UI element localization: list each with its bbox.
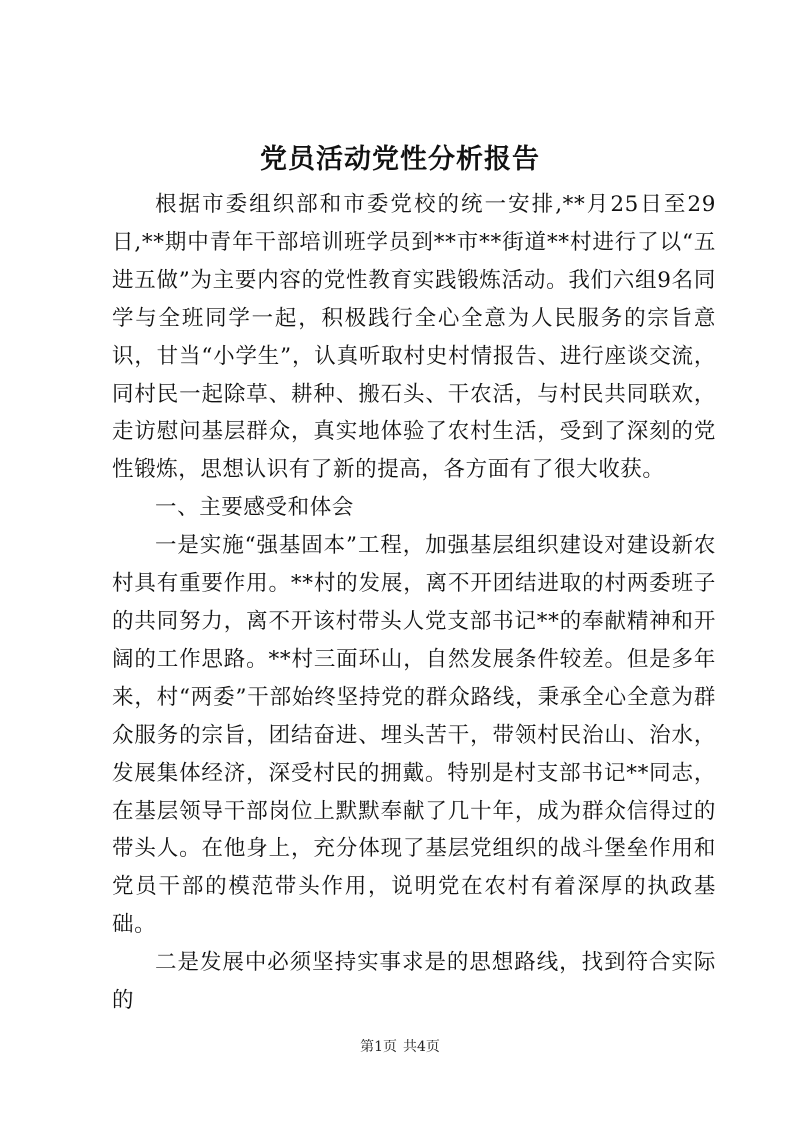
paragraph-intro: 根据市委组织部和市委党校的统一安排,**月25日至29日,**期中青年干部培训班学员到**市**街道**村进行了以“五进五做”为主要内容的党性教育实践锻炼活动。我们六组9名同学与全班同学一起，积极践行全心全意为人民服务的宗旨意识，甘当“小学生”，认真听取村史村情报告、进行座谈交流，同村民一起除草、耕种、搬石头、干农活，与村民共同联欢，走访慰问基层群众，真实地体验了农村生活，受到了深刻的党性锻炼，思想认识有了新的提高，各方面有了很大收获。 [112, 192, 716, 483]
document-body [112, 186, 716, 1020]
paragraph-point-one: 一是实施“强基固本”工程，加强基层组织建设对建设新农村具有重要作用。**村的发展，离不开团结进取的村两委班子的共同努力，离不开该村带头人党支部书记**的奉献精神和开阔的工作思路。**村三面环山，自然发展条件较差。但是多年来，村“两委”干部始终坚持党的群众路线，秉承全心全意为群众服务的宗旨，团结奋进、埋头苦干，带领村民治山、治水，发展集体经济，深受村民的拥戴。特别是村支部书记**同志，在基层领导干部岗位上默默奉献了几十年，成为群众信得过的带头人。在他身上，充分体现了基层党组织的战斗堡垒作用和党员干部的模范带头作用，说明党在农村有着深厚的执政基础。 [112, 533, 716, 938]
document-title: 党员活动党性分析报告 [260, 144, 540, 175]
page-number: 第1页 [360, 1039, 397, 1055]
page-total: 共4页 [403, 1039, 440, 1055]
paragraph-point-two: 二是发展中必须坚持实事求是的思想路线，找到符合实际的 [112, 950, 716, 1014]
page-footer [0, 1037, 800, 1057]
section-heading: 一、主要感受和体会 [155, 495, 354, 521]
